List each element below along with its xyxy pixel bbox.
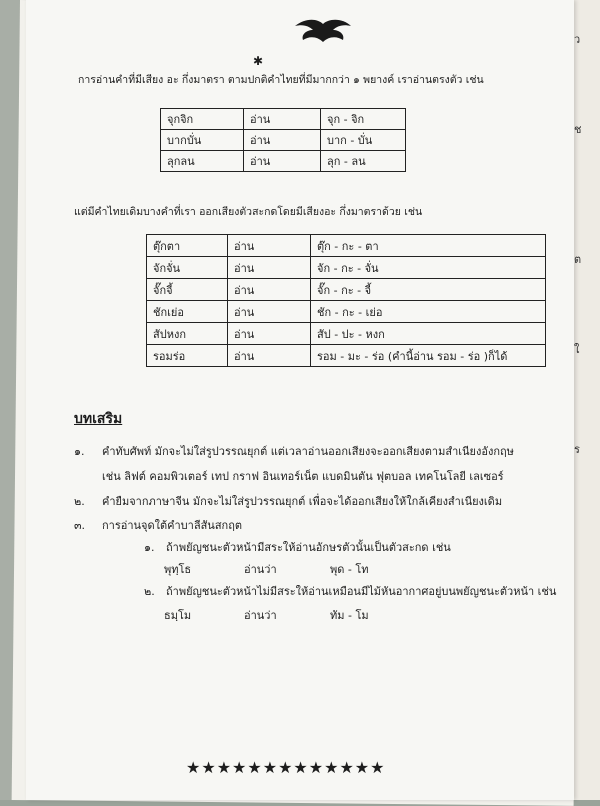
table-cell: จั๊กจี้ [147, 279, 228, 301]
table-cell: รอม - มะ - ร่อ (คำนี้อ่าน รอม - ร่อ )ก็ได้ [311, 345, 546, 367]
table-cell: จั๊ก - กะ - จี้ [311, 279, 546, 301]
table-row [161, 151, 406, 172]
footer-stars: ★★★★★★★★★★★★★ [186, 758, 386, 777]
example-result: พุด - โท [330, 563, 369, 576]
table-cell: อ่าน [228, 345, 311, 367]
item-number: ๓. [74, 519, 86, 532]
next-page-edge: ว ช ต ใ ร [569, 0, 600, 800]
example-read-label: อ่านว่า [244, 563, 277, 576]
example-table-1 [160, 108, 406, 172]
example-word: ธมฺโม [164, 609, 192, 622]
table-row [147, 323, 546, 345]
table-row [147, 301, 546, 323]
table-cell: ลุก - ลน [321, 151, 406, 172]
table-cell: ลุกลน [161, 151, 244, 172]
intro-text-2: แต่มีคำไทยเดิมบางคำที่เรา ออกเสียงตัวสะกดโดยมีเสียงอะ กึ่งมาตราด้วย เช่น [74, 206, 423, 218]
table-row [147, 279, 546, 301]
asterisk-mark: ✱ [253, 54, 264, 68]
table-cell: รอมร่อ [147, 345, 228, 367]
table-row [147, 235, 546, 257]
item-text: คำยืมจากภาษาจีน มักจะไม่ใส่รูปวรรณยุกต์ เพื่อจะได้ออกเสียงให้ใกล้เคียงสำเนียงเดิม [102, 495, 503, 508]
item-number: ๑. [74, 445, 85, 458]
item-text: การอ่านจุดใต้คำบาลีสันสกฤต [102, 519, 242, 532]
table-cell: บาก - บั่น [321, 130, 406, 151]
table-cell: อ่าน [244, 151, 321, 172]
example-table-2 [146, 234, 546, 367]
item-text: คำทับศัพท์ มักจะไม่ใส่รูปวรรณยุกต์ แต่เวลาอ่านออกเสียงจะออกเสียงตามสำเนียงอังกฤษ [102, 445, 514, 458]
table-row [161, 130, 406, 151]
example-result: ทัม - โม [330, 609, 369, 622]
table-cell: ตุ๊ก - กะ - ตา [311, 235, 546, 257]
subitem-text: ถ้าพยัญชนะตัวหน้าไม่มีสระให้อ่านเหมือนมีไม้หันอากาศอยู่บนพยัญชนะตัวหน้า เช่น [166, 585, 557, 598]
table-cell: ชัก - กะ - เย่อ [311, 301, 546, 323]
item-text: เช่น ลิฟต์ คอมพิวเตอร์ เทป กราฟ อินเทอร์เน็ต แบดมินตัน ฟุตบอล เทคโนโลยี เลเซอร์ [102, 470, 504, 483]
table-cell: สัป - ปะ - หงก [311, 323, 546, 345]
table-cell: ชักเย่อ [147, 301, 228, 323]
table-cell: อ่าน [228, 323, 311, 345]
table-cell: จุกจิก [161, 109, 244, 130]
subitem-number: ๒. [144, 585, 155, 598]
table-cell: บากบั่น [161, 130, 244, 151]
table-cell: จักจั่น [147, 257, 228, 279]
table-cell: อ่าน [228, 301, 311, 323]
table-row [161, 109, 406, 130]
table-cell: อ่าน [228, 279, 311, 301]
table-cell: ตุ๊กตา [147, 235, 228, 257]
table-cell: จุก - จิก [321, 109, 406, 130]
thai-ornament-icon [291, 16, 355, 46]
table-cell: อ่าน [228, 257, 311, 279]
table-cell: อ่าน [228, 235, 311, 257]
item-number: ๒. [74, 495, 85, 508]
subitem-text: ถ้าพยัญชนะตัวหน้ามีสระให้อ่านอักษรตัวนั้นเป็นตัวสะกด เช่น [166, 541, 451, 554]
document-page [26, 0, 574, 800]
subitem-number: ๑. [144, 541, 155, 554]
table-row [147, 345, 546, 367]
table-cell: สัปหงก [147, 323, 228, 345]
table-cell: อ่าน [244, 109, 321, 130]
table-cell: อ่าน [244, 130, 321, 151]
table-row [147, 257, 546, 279]
section-heading: บทเสริม [74, 411, 123, 427]
example-read-label: อ่านว่า [244, 609, 277, 622]
intro-text-1: การอ่านคำที่มีเสียง อะ กึ่งมาตรา ตามปกติคำไทยที่มีมากกว่า ๑ พยางค์ เราอ่านตรงตัว เช่น [78, 74, 484, 86]
example-word: พุทฺโธ [164, 563, 192, 576]
table-cell: จัก - กะ - จั่น [311, 257, 546, 279]
